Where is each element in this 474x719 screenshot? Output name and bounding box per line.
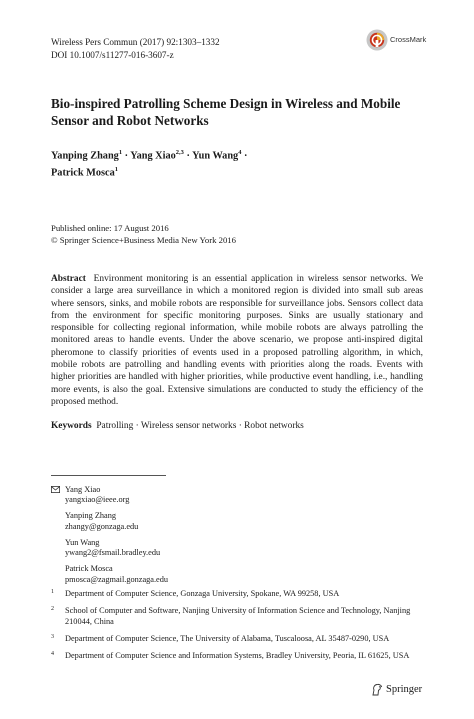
affiliations bbox=[51, 589, 423, 668]
contact-entry bbox=[51, 564, 168, 585]
affiliation-text: School of Computer and Software, Nanjing University of Information Science and Technology, Nanjing 210044, China bbox=[65, 605, 411, 626]
corresponding-contacts bbox=[51, 485, 168, 591]
publisher-name: Springer bbox=[386, 683, 423, 695]
author-separator: · bbox=[183, 150, 193, 162]
doi[interactable]: DOI 10.1007/s11277-016-3607-z bbox=[51, 49, 174, 60]
author-separator: · bbox=[241, 150, 248, 162]
affiliation-entry bbox=[51, 606, 423, 627]
affiliation-text: Department of Computer Science, The University of Alabama, Tuscaloosa, AL 35487-0290, USA bbox=[65, 633, 390, 643]
affiliation-number: 4 bbox=[51, 650, 54, 657]
author-name[interactable]: Yanping Zhang bbox=[51, 150, 119, 162]
springer-logo bbox=[371, 682, 422, 696]
springer-horse-icon bbox=[371, 683, 383, 696]
published-date: Published online: 17 August 2016 bbox=[51, 223, 169, 233]
abstract bbox=[51, 273, 423, 408]
affiliation-text: Department of Computer Science, Gonzaga University, Spokane, WA 99258, USA bbox=[65, 589, 340, 598]
journal-header bbox=[51, 36, 220, 61]
crossmark-button[interactable] bbox=[366, 29, 426, 51]
contact-email[interactable]: ywang2@fsmail.bradley.edu bbox=[65, 548, 161, 558]
keywords-text: Patrolling · Wireless sensor networks · Robot networks bbox=[96, 421, 304, 431]
author-affiliation-marker: 2,3 bbox=[175, 149, 184, 156]
contact-name: Yang Xiao bbox=[65, 485, 101, 494]
abstract-label: Abstract bbox=[51, 274, 86, 284]
envelope-icon bbox=[51, 486, 60, 493]
contact-email[interactable]: yangxiao@ieee.org bbox=[65, 495, 130, 505]
keywords-label: Keywords bbox=[51, 421, 92, 431]
author-list bbox=[51, 146, 431, 180]
author-name[interactable]: Patrick Mosca bbox=[51, 167, 115, 179]
abstract-text: Environment monitoring is an essential application in wireless sensor networks. We consider a large area surveillance in which a monitored region is divided into small sub areas where sensors, sinks, and mobile robots are responsible for surveillance jobs. Sensors collect data from the environment for specific monitoring purposes. Sinks are usually stationary and responsible for collecting regional information, while mobile robots are always patrolling the monitored areas to handle events. Under the above scenario, we propose anti-inspired digital pheromone to classify priorities of events used in a proposed patrolling algorithm, in which, mobile robots are patrolling and handling events with priorities along the roads. Events with higher priorities are handled with higher priorities, while productive event handling, i.e., handling more events, is also the goal. Extensive simulations are conducted to study the efficiency of the proposed method. bbox=[51, 274, 423, 407]
crossmark-icon bbox=[366, 29, 388, 51]
affiliation-entry bbox=[51, 589, 423, 600]
affiliation-text: Department of Computer Science and Information Systems, Bradley University, Peoria, IL 61625, USA bbox=[65, 650, 410, 660]
contact-name: Patrick Mosca bbox=[65, 564, 113, 574]
author-separator: · bbox=[122, 150, 131, 162]
contact-name: Yanping Zhang bbox=[65, 511, 117, 521]
journal-citation: Wireless Pers Commun (2017) 92:1303–1332 bbox=[51, 37, 220, 47]
footnote-divider bbox=[51, 475, 166, 476]
affiliation-entry bbox=[51, 634, 423, 645]
crossmark-label: CrossMark bbox=[390, 35, 427, 44]
affiliation-number: 3 bbox=[51, 633, 54, 640]
contact-email[interactable]: zhangy@gonzaga.edu bbox=[65, 521, 139, 531]
keywords bbox=[51, 421, 423, 431]
contact-email[interactable]: pmosca@zagmail.gonzaga.edu bbox=[65, 574, 169, 584]
publication-info bbox=[51, 223, 236, 246]
contact-entry bbox=[51, 511, 168, 532]
affiliation-number: 2 bbox=[51, 605, 54, 612]
author-affiliation-marker: 1 bbox=[118, 149, 123, 156]
copyright: © Springer Science+Business Media New York 2016 bbox=[51, 234, 236, 245]
paper-title: Bio-inspired Patrolling Scheme Design in Wireless and Mobile Sensor and Robot Networks bbox=[51, 96, 401, 128]
affiliation-entry bbox=[51, 651, 423, 662]
author-affiliation-marker: 4 bbox=[238, 149, 242, 156]
author-name[interactable]: Yang Xiao bbox=[130, 150, 176, 162]
author-name[interactable]: Yun Wang bbox=[192, 150, 239, 162]
contact-entry bbox=[51, 485, 168, 506]
affiliation-number: 1 bbox=[51, 589, 54, 595]
contact-name: Yun Wang bbox=[65, 537, 100, 547]
author-affiliation-marker: 1 bbox=[114, 165, 119, 173]
contact-entry bbox=[51, 538, 168, 559]
